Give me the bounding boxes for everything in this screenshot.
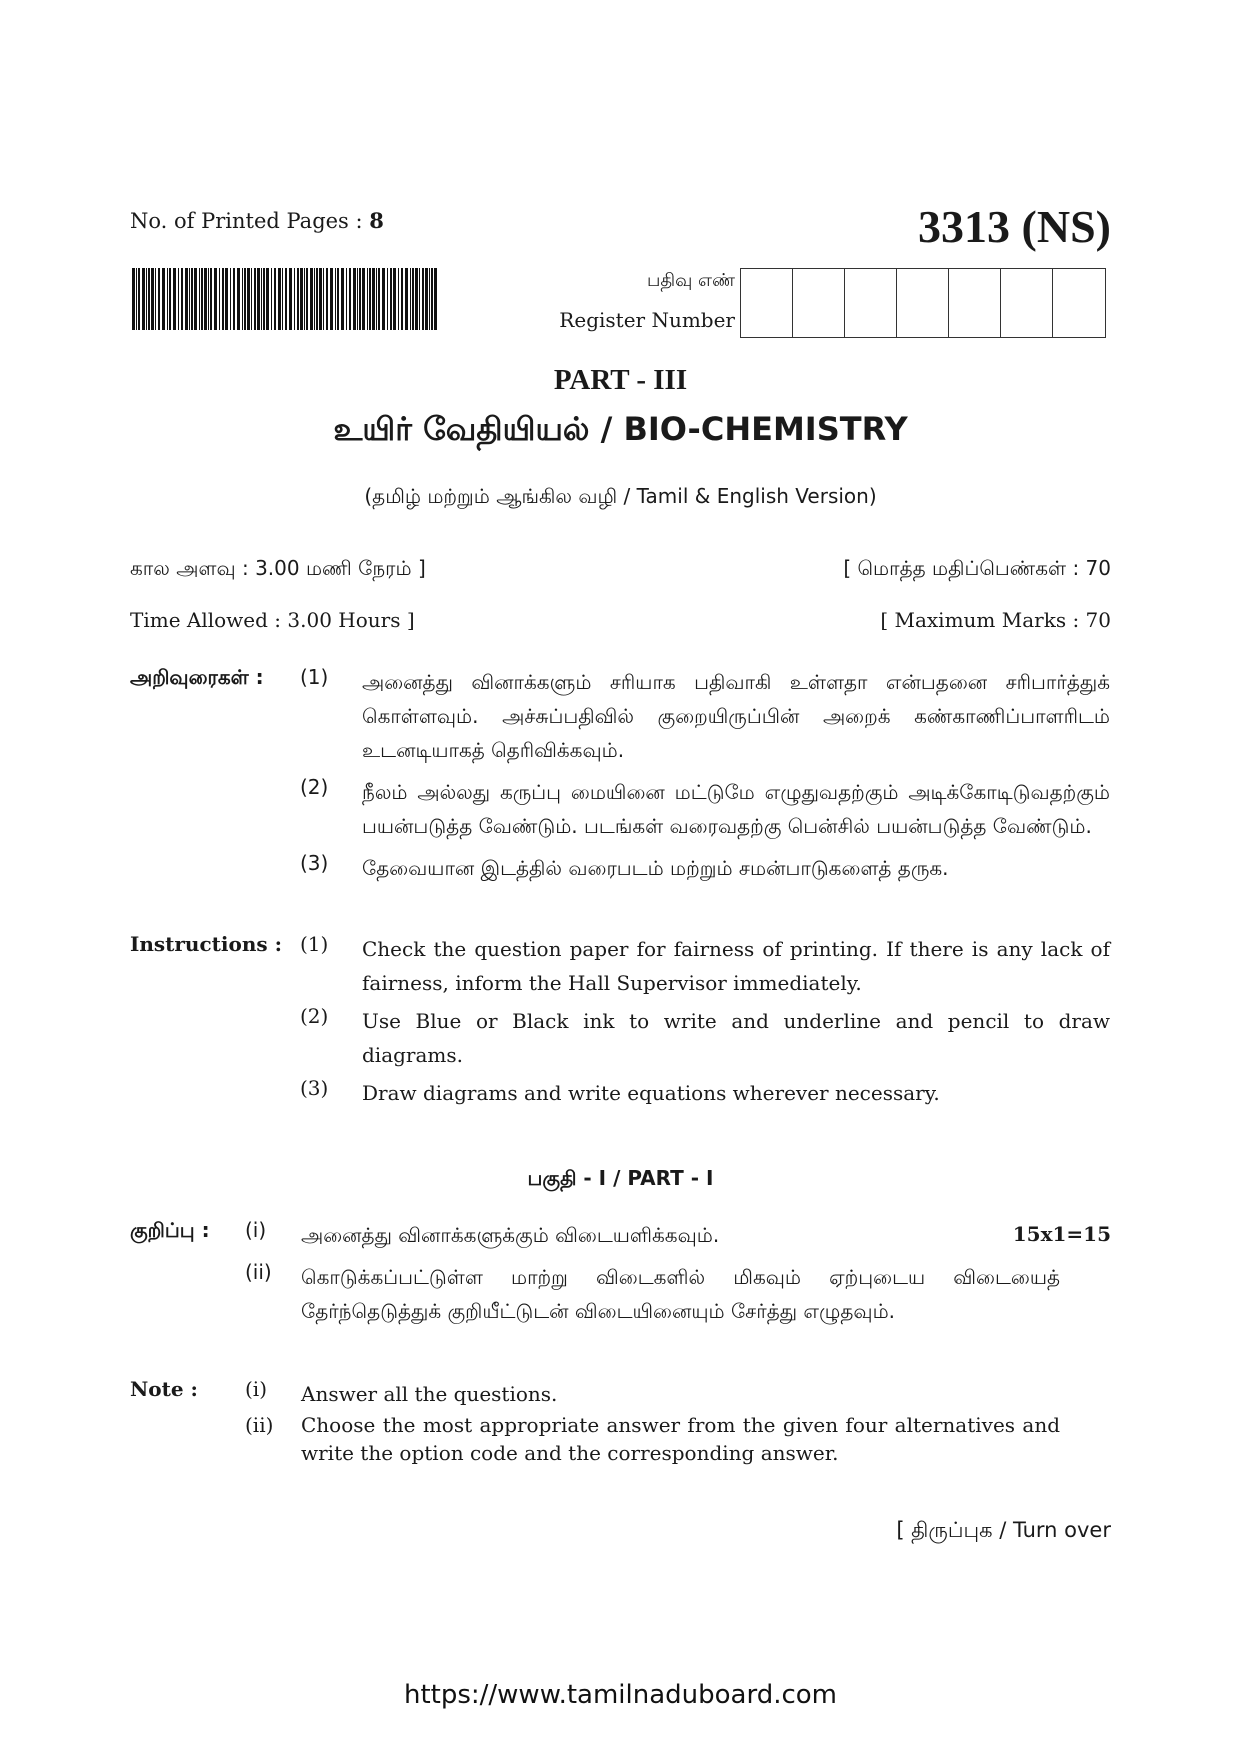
instruction-tamil-2 bbox=[130, 775, 1110, 843]
register-number-boxes[interactable] bbox=[740, 268, 1106, 338]
instruction-number: (2) bbox=[300, 1004, 329, 1028]
register-digit-box[interactable] bbox=[845, 269, 897, 337]
note-tamil-label: குறிப்பு : bbox=[130, 1218, 210, 1242]
instruction-english-1 bbox=[130, 932, 1110, 1000]
register-digit-box[interactable] bbox=[1001, 269, 1053, 337]
instructions-english bbox=[130, 932, 1110, 1110]
instruction-number: (2) bbox=[300, 775, 329, 799]
note-text: Answer all the questions. bbox=[301, 1382, 558, 1406]
note-number: (i) bbox=[245, 1377, 268, 1401]
part1-heading: பகுதி - I / PART - I bbox=[527, 1166, 714, 1190]
instruction-number: (3) bbox=[300, 851, 329, 875]
instruction-english-3 bbox=[130, 1076, 1110, 1110]
time-allowed-tamil: கால அளவு : 3.00 மணி நேரம் ] bbox=[130, 556, 426, 580]
note-number: (i) bbox=[245, 1218, 267, 1242]
instruction-english-2 bbox=[130, 1004, 1110, 1072]
instruction-tamil-1 bbox=[130, 665, 1110, 767]
instructions-english-label: Instructions : bbox=[130, 932, 282, 956]
instructions-tamil-label: அறிவுரைகள் : bbox=[130, 665, 264, 689]
max-marks-tamil: [ மொத்த மதிப்பெண்கள் : 70 bbox=[843, 556, 1111, 580]
note-number: (ii) bbox=[245, 1413, 274, 1437]
register-digit-box[interactable] bbox=[741, 269, 793, 337]
time-allowed-english: Time Allowed : 3.00 Hours ] bbox=[130, 608, 415, 632]
note-text: அனைத்து வினாக்களுக்கும் விடையளிக்கவும். bbox=[301, 1223, 720, 1247]
note-tamil bbox=[130, 1218, 1060, 1328]
version-line: (தமிழ் மற்றும் ஆங்கில வழி / Tamil & English Version) bbox=[364, 484, 877, 508]
subject-title: உயிர் வேதியியல் / BIO-CHEMISTRY bbox=[333, 410, 908, 448]
website-url[interactable]: https://www.tamilnaduboard.com bbox=[403, 1680, 838, 1710]
note-tamil-1 bbox=[130, 1218, 1060, 1252]
barcode-image bbox=[132, 268, 437, 330]
instruction-number: (1) bbox=[300, 665, 329, 689]
instruction-tamil-3 bbox=[130, 851, 1110, 885]
paper-code: 3313 (NS) bbox=[918, 201, 1111, 252]
instruction-text: Use Blue or Black ink to write and underline and pencil to draw diagrams. bbox=[362, 1009, 1110, 1067]
printed-pages-value: 8 bbox=[369, 208, 384, 233]
note-english-1 bbox=[130, 1377, 1060, 1411]
note-english bbox=[130, 1377, 1060, 1467]
printed-pages-label: No. of Printed Pages : bbox=[130, 209, 363, 233]
register-digit-box[interactable] bbox=[949, 269, 1001, 337]
note-english-2 bbox=[130, 1411, 1060, 1467]
part1-score: 15x1=15 bbox=[1012, 1222, 1111, 1246]
instruction-text: தேவையான இடத்தில் வரைபடம் மற்றும் சமன்பாடுகளைத் தருக. bbox=[362, 856, 949, 880]
register-digit-box[interactable] bbox=[793, 269, 845, 337]
part-title: PART - III bbox=[553, 364, 688, 396]
register-label-tamil: பதிவு எண் bbox=[646, 270, 735, 291]
instruction-text: Check the question paper for fairness of printing. If there is any lack of fairness, inform the Hall Supervisor immediately. bbox=[362, 937, 1110, 995]
instruction-text: Draw diagrams and write equations wherever necessary. bbox=[362, 1081, 940, 1105]
note-text: கொடுக்கப்பட்டுள்ள மாற்று விடைகளில் மிகவும் ஏற்புடைய விடையைத் தேர்ந்தெடுத்துக் குறியீட்டுடன் விடையினையும் சேர்த்து எழுதவும். bbox=[301, 1265, 1060, 1323]
max-marks-english: [ Maximum Marks : 70 bbox=[880, 608, 1111, 632]
note-english-label: Note : bbox=[130, 1377, 198, 1401]
instructions-tamil bbox=[130, 665, 1110, 885]
register-digit-box[interactable] bbox=[897, 269, 949, 337]
note-text: Choose the most appropriate answer from the given four alternatives and write the option code and the corresponding answer. bbox=[301, 1413, 1060, 1465]
register-label-english: Register Number bbox=[559, 308, 735, 332]
printed-pages bbox=[130, 208, 384, 233]
instruction-number: (1) bbox=[300, 932, 329, 956]
instruction-text: நீலம் அல்லது கருப்பு மையினை மட்டுமே எழுதுவதற்கும் அடிக்கோடிடுவதற்கும் பயன்படுத்த வேண்டும். படங்கள் வரைவதற்கு பென்சில் பயன்படுத்த வேண்டும். bbox=[362, 780, 1110, 838]
register-digit-box[interactable] bbox=[1053, 269, 1105, 337]
note-number: (ii) bbox=[245, 1260, 272, 1284]
turn-over: [ திருப்புக / Turn over bbox=[896, 1518, 1111, 1542]
instruction-number: (3) bbox=[300, 1076, 329, 1100]
instruction-text: அனைத்து வினாக்களும் சரியாக பதிவாகி உள்ளதா என்பதனை சரிபார்த்துக் கொள்ளவும். அச்சுப்பதிவில் குறையிருப்பின் அறைக் கண்காணிப்பாளரிடம் உடனடியாகத் தெரிவிக்கவும். bbox=[362, 670, 1110, 762]
note-tamil-2 bbox=[130, 1260, 1060, 1328]
